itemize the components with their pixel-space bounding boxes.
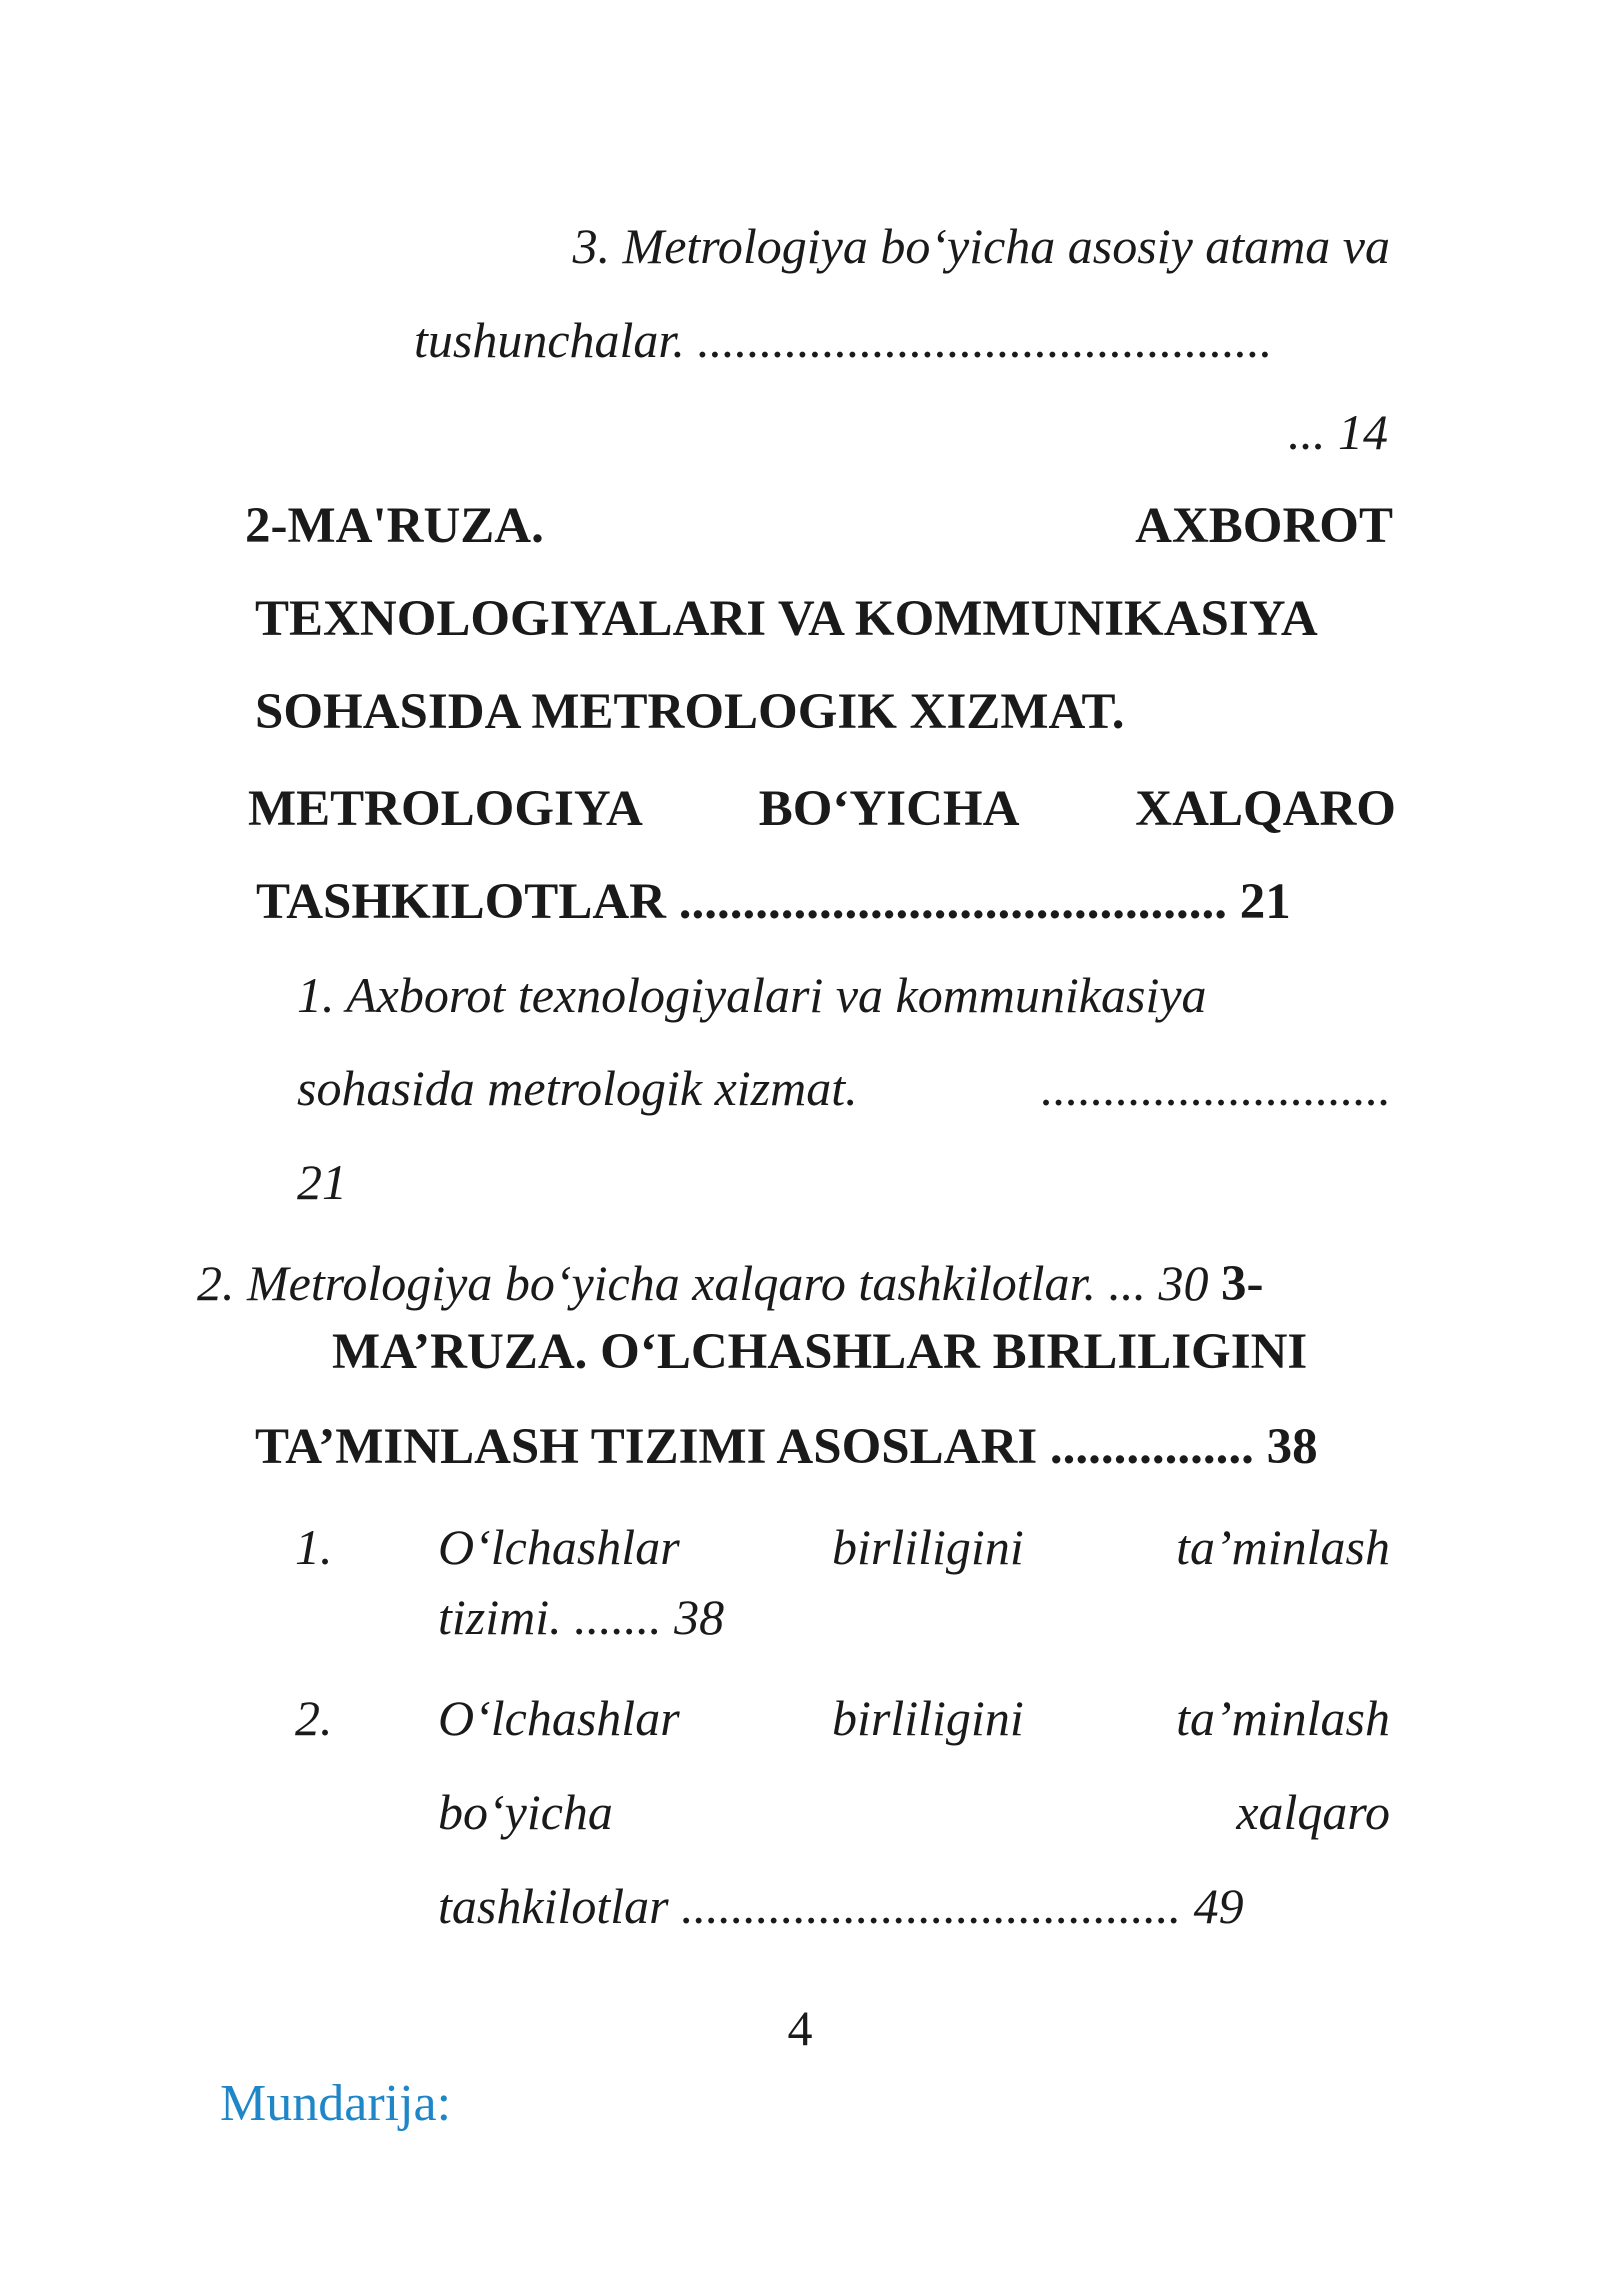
toc-entry-word: ta’minlash: [1176, 1519, 1390, 1575]
toc-entry-word: birliligini: [832, 1690, 1024, 1746]
toc-heading-word: AXBOROT: [1135, 498, 1393, 554]
page-number: 4: [787, 2000, 813, 2056]
toc-heading-word: XALQARO: [1135, 781, 1396, 837]
toc-entry-text: 1. Axborot texnologiyalari va kommunikasiya: [297, 967, 1207, 1023]
toc-heading-line: [248, 779, 1396, 839]
toc-entry-word: 2. Metrologiya bo‘yicha xalqaro tashkilotlar. ... 30: [197, 1255, 1209, 1311]
toc-entry-text: [297, 1058, 1391, 1118]
toc-heading-line: TEXNOLOGIYALARI VA KOMMUNIKASIYA: [255, 591, 1318, 647]
toc-entry-text: [438, 1517, 1390, 1577]
toc-heading-line: TASHKILOTLAR ........................................... 21: [256, 874, 1291, 930]
toc-entry-word: bo‘yicha: [438, 1784, 613, 1840]
toc-entry-word: ta’minlash: [1176, 1690, 1390, 1746]
toc-heading-line: MA’RUZA. O‘LCHASHLAR BIRLILIGINI: [332, 1324, 1308, 1380]
contents-link[interactable]: Mundarija:: [220, 2075, 452, 2132]
toc-entry-number: 1.: [295, 1519, 333, 1575]
toc-entry-text: tushunchalar. ..............................................: [414, 312, 1273, 368]
toc-entry-leader: ............................: [1041, 1060, 1391, 1116]
toc-heading-line: TA’MINLASH TIZIMI ASOSLARI ................ 38: [255, 1419, 1318, 1475]
toc-entry-text: tashkilotlar ........................................ 49: [438, 1878, 1244, 1934]
toc-heading-line: [245, 496, 1393, 556]
toc-entry-number: 2.: [295, 1690, 333, 1746]
toc-entry-word: O‘lchashlar: [438, 1690, 680, 1746]
toc-entry-text: tizimi. ....... 38: [438, 1589, 725, 1645]
toc-heading-word: 2-MA'RUZA.: [245, 498, 544, 554]
toc-heading-word: BO‘YICHA: [758, 781, 1020, 837]
toc-entry-word: xalqaro: [1236, 1784, 1390, 1840]
toc-entry-text: 3. Metrologiya bo‘yicha asosiy atama va: [572, 218, 1390, 274]
toc-heading-word: 3-: [1220, 1256, 1264, 1312]
toc-entry-page: 21: [297, 1154, 347, 1210]
toc-entry-word: sohasida metrologik xizmat.: [297, 1060, 858, 1116]
toc-heading-line: SOHASIDA METROLOGIK XIZMAT.: [255, 684, 1125, 740]
toc-entry-text: [438, 1782, 1390, 1842]
toc-entry-text: [438, 1688, 1390, 1748]
toc-entry-word: O‘lchashlar: [438, 1519, 680, 1575]
toc-heading-word: METROLOGIYA: [248, 781, 643, 837]
toc-entry-word: birliligini: [832, 1519, 1024, 1575]
toc-entry-text: [197, 1253, 1263, 1314]
toc-entry-page: ... 14: [1288, 404, 1388, 460]
